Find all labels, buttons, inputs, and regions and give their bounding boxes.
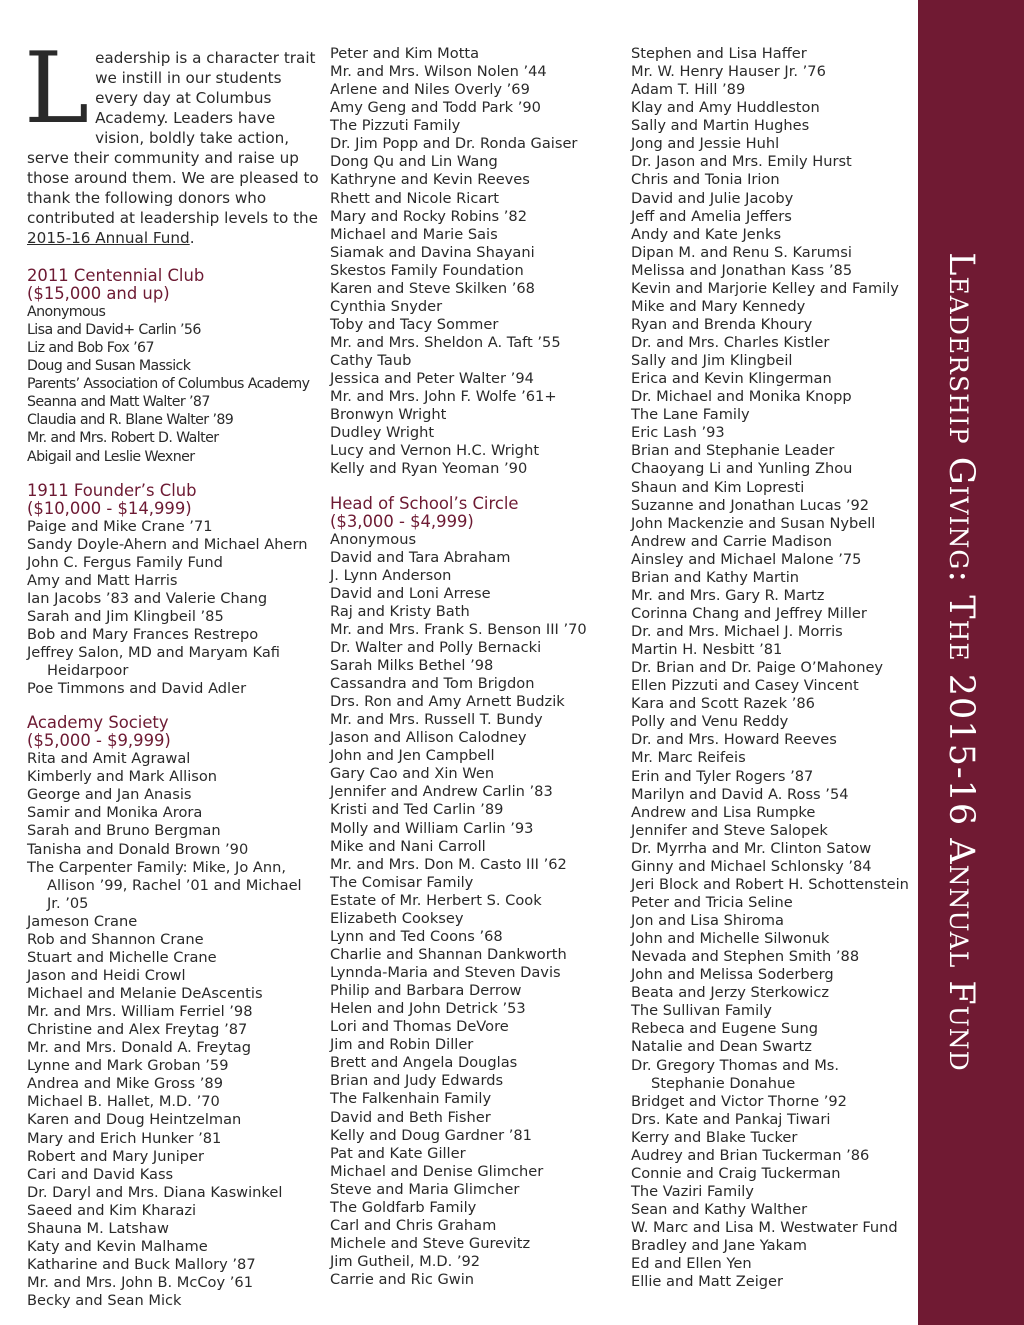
donor-name: Michele and Steve Gurevitz	[330, 1234, 531, 1252]
donor-name: Anonymous	[27, 304, 106, 320]
level-academy-society	[27, 714, 319, 1310]
donor-name: Amy and Matt Harris	[27, 571, 178, 589]
donor-name: Andrew and Carrie Madison	[631, 532, 833, 550]
donor-name: Dr. Walter and Polly Bernacki	[330, 638, 542, 656]
donor-name: Brian and Stephanie Leader	[631, 442, 835, 460]
donor-name: Mr. and Mrs. John F. Wolfe ’61+	[330, 388, 557, 406]
donor-name: John and Michelle Silwonuk	[631, 930, 830, 948]
donor-name: Polly and Venu Reddy	[631, 713, 789, 731]
donor-name: Corinna Chang and Jeffrey Miller	[631, 604, 867, 622]
donor-name: Mr. and Mrs. Don M. Casto III ’62	[330, 855, 567, 873]
donor-name: Dr. Daryl and Mrs. Diana Kaswinkel	[27, 1183, 283, 1201]
donor-name: The Carpenter Family: Mike, Jo Ann, Allison ’99, Rachel ’01 and Michael Jr. ’05	[27, 858, 302, 912]
donor-name: Dr. and Mrs. Charles Kistler	[631, 334, 830, 351]
donor-name: Mr. and Mrs. Gary R. Martz	[631, 586, 825, 604]
donor-name: Dr. Gregory Thomas and Ms. Stephanie Donahue	[631, 1056, 840, 1092]
donor-name: John C. Fergus Family Fund	[27, 553, 223, 571]
donor-name: Christine and Alex Freytag ’87	[27, 1021, 248, 1039]
donor-name: David and Loni Arrese	[330, 584, 491, 602]
donor-name: Katharine and Buck Mallory ’87	[27, 1255, 256, 1273]
donor-name: Lori and Thomas DeVore	[330, 1018, 509, 1036]
donor-name: Kara and Scott Razek ’86	[631, 695, 815, 713]
intro-paragraph	[24, 32, 319, 248]
donor-name: Erin and Tyler Rogers ’87	[631, 767, 814, 785]
donor-name: Pat and Kate Giller	[330, 1144, 466, 1162]
donor-name: Steve and Maria Glimcher	[330, 1180, 520, 1198]
level-name: 2011 Centennial Club	[27, 266, 205, 285]
donor-name: Mr. and Mrs. Wilson Nolen ’44	[330, 63, 547, 81]
donor-name: Lynn and Ted Coons ’68	[330, 927, 503, 945]
donor-list	[631, 45, 916, 1291]
donor-name: J. Lynn Anderson	[330, 566, 452, 584]
donor-name: Skestos Family Foundation	[330, 261, 524, 279]
donor-name: Siamak and Davina Shayani	[330, 243, 535, 261]
donor-name: Stuart and Michelle Crane	[27, 948, 217, 966]
donor-name: Charlie and Shannan Dankworth	[330, 945, 567, 963]
donor-name: Michael and Denise Glimcher	[330, 1162, 544, 1180]
donor-name: Melissa and Jonathan Kass ’85	[631, 261, 853, 279]
donor-name: Robert and Mary Juniper	[27, 1147, 205, 1165]
donor-name: Philip and Barbara Derrow	[330, 982, 522, 1000]
donor-name: Martin H. Nesbitt ’81	[631, 641, 783, 659]
donor-name: Arlene and Niles Overly ’69	[330, 81, 530, 99]
donor-name: Carrie and Ric Gwin	[330, 1271, 475, 1289]
donor-list	[27, 750, 319, 1310]
donor-name: Paige and Mike Crane ’71	[27, 517, 213, 535]
donor-name: Suzanne and Jonathan Lucas ’92	[631, 496, 870, 514]
donor-name: Andy and Kate Jenks	[631, 225, 782, 243]
level-name: 1911 Founder’s Club	[27, 480, 197, 500]
donor-name: Jessica and Peter Walter ’94	[330, 370, 534, 388]
donor-name: Jon and Lisa Shiroma	[631, 912, 784, 929]
donor-name: Jeffrey Salon, MD and Maryam Kafi Heidarpoor	[27, 644, 280, 680]
donor-name: Seanna and Matt Walter ’87	[27, 394, 210, 411]
donor-name: Sally and Martin Hughes	[631, 117, 810, 135]
donor-name: Carl and Chris Graham	[330, 1216, 497, 1234]
donor-name: Shauna M. Latshaw	[27, 1219, 169, 1237]
donor-name: The Lane Family	[631, 406, 750, 424]
donor-name: Dr. Myrrha and Mr. Clinton Satow	[631, 839, 872, 857]
level-heading	[27, 714, 319, 750]
donor-name: Kimberly and Mark Allison	[27, 768, 218, 786]
donor-name: Mary and Rocky Robins ’82	[330, 207, 527, 225]
donor-name: Karen and Doug Heintzelman	[27, 1111, 242, 1129]
donor-name: Eric Lash ’93	[631, 424, 725, 442]
donor-name: Rob and Shannon Crane	[27, 930, 204, 948]
donor-name: Jim Gutheil, M.D. ’92	[330, 1253, 481, 1270]
donor-name: David and Tara Abraham	[330, 548, 511, 566]
donor-list	[27, 303, 319, 466]
donor-name: David and Beth Fisher	[330, 1108, 491, 1126]
donor-list	[27, 518, 319, 699]
donor-name: Jameson Crane	[27, 912, 138, 930]
donor-name: Kerry and Blake Tucker	[631, 1128, 798, 1146]
donor-name: Rebeca and Eugene Sung	[631, 1020, 819, 1038]
donor-name: Lynne and Mark Groban ’59	[27, 1057, 229, 1075]
donor-name: Estate of Mr. Herbert S. Cook	[330, 891, 542, 909]
donor-name: Dr. Michael and Monika Knopp	[631, 388, 852, 406]
donor-name: The Falkenhain Family	[330, 1090, 492, 1108]
donor-list	[330, 45, 620, 479]
donor-name: Mr. and Mrs. Russell T. Bundy	[330, 711, 543, 729]
donor-name: Peter and Kim Motta	[330, 45, 480, 62]
donor-name: Chaoyang Li and Yunling Zhou	[631, 460, 853, 478]
donor-name: Cynthia Snyder	[330, 297, 443, 315]
donor-name: Saeed and Kim Kharazi	[27, 1201, 197, 1219]
donor-name: Ryan and Brenda Khoury	[631, 315, 813, 333]
donor-name: Jennifer and Andrew Carlin ’83	[330, 783, 553, 801]
level-heading	[330, 495, 620, 531]
intro-end: .	[189, 229, 195, 247]
donor-name: Ian Jacobs ’83 and Valerie Chang	[27, 589, 268, 607]
donor-name: Jeri Block and Robert H. Schottenstein	[631, 875, 909, 893]
donor-name: Mr. and Mrs. William Ferriel ’98	[27, 1003, 253, 1021]
annual-fund-link[interactable]: 2015-16 Annual Fund	[27, 229, 190, 247]
donor-name: Mr. and Mrs. Frank S. Benson III ’70	[330, 620, 587, 638]
donor-name: Ellie and Matt Zeiger	[631, 1273, 783, 1291]
donor-name: Ainsley and Michael Malone ’75	[631, 550, 862, 568]
donor-name: Amy Geng and Todd Park ’90	[330, 99, 541, 117]
donor-name: Rhett and Nicole Ricart	[330, 189, 500, 207]
donor-name: Stephen and Lisa Haffer	[631, 45, 807, 62]
donor-name: Michael and Melanie DeAscentis	[27, 985, 263, 1002]
donor-name: Katy and Kevin Malhame	[27, 1237, 208, 1255]
donor-name: Ginny and Michael Schlonsky ’84	[631, 857, 872, 875]
donor-name: Mr. W. Henry Hauser Jr. ’76	[631, 63, 826, 81]
donor-name: Cari and David Kass	[27, 1165, 174, 1183]
level-name: Academy Society	[27, 713, 169, 733]
donor-name: Brian and Kathy Martin	[631, 568, 800, 586]
donor-list	[330, 531, 620, 1290]
donor-name: Parents’ Association of Columbus Academy	[27, 376, 310, 393]
donor-name: Sean and Kathy Walther	[631, 1201, 808, 1218]
donor-name: Bronwyn Wright	[330, 406, 447, 424]
donor-name: Dr. Jim Popp and Dr. Ronda Gaiser	[330, 135, 578, 153]
donor-name: Andrew and Lisa Rumpke	[631, 803, 816, 821]
column-3	[631, 45, 916, 1291]
donor-name: Liz and Bob Fox ’67	[27, 340, 154, 357]
donor-name: Drs. Ron and Amy Arnett Budzik	[330, 693, 565, 711]
donor-name: Michael B. Hallet, M.D. ’70	[27, 1093, 220, 1111]
donor-name: Karen and Steve Skilken ’68	[330, 279, 535, 297]
donor-name: Erica and Kevin Klingerman	[631, 370, 832, 388]
level-range: ($10,000 - $14,999)	[27, 498, 192, 518]
donor-name: Bob and Mary Frances Restrepo	[27, 625, 259, 643]
donor-name: Tanisha and Donald Brown ’90	[27, 840, 249, 858]
donor-name: Dr. and Mrs. Howard Reeves	[631, 731, 837, 749]
donor-name: Bradley and Jane Yakam	[631, 1237, 807, 1255]
donor-name: Mr. and Mrs. Sheldon A. Taft ’55	[330, 334, 561, 351]
donor-name: Beata and Jerzy Sterkowicz	[631, 984, 830, 1002]
donor-name: Chris and Tonia Irion	[631, 171, 780, 189]
donor-name: Lucy and Vernon H.C. Wright	[330, 442, 540, 460]
donor-name: The Pizzuti Family	[330, 117, 461, 135]
donor-name: Kristi and Ted Carlin ’89	[330, 801, 504, 819]
donor-name: Sarah and Bruno Bergman	[27, 822, 221, 840]
donor-name: Marilyn and David A. Ross ’54	[631, 785, 849, 803]
donor-name: Mary and Erich Hunker ’81	[27, 1129, 222, 1147]
donor-name: Mr. and Mrs. John B. McCoy ’61	[27, 1274, 253, 1291]
level-heading	[27, 267, 319, 303]
donor-name: Adam T. Hill ’89	[631, 81, 746, 99]
donor-name: Doug and Susan Massick	[27, 358, 191, 375]
donor-name: Cathy Taub	[330, 352, 412, 370]
donor-name: Gary Cao and Xin Wen	[330, 765, 495, 783]
level-range: ($3,000 - $4,999)	[330, 511, 474, 531]
donor-name: David and Julie Jacoby	[631, 189, 794, 207]
donor-name: Lisa and David+ Carlin ’56	[27, 322, 201, 339]
donor-name: Kathryne and Kevin Reeves	[330, 171, 530, 189]
donor-name: Andrea and Mike Gross ’89	[27, 1075, 223, 1093]
donor-name: Dudley Wright	[330, 424, 435, 442]
level-heading	[27, 482, 319, 518]
donor-name: Sally and Jim Klingbeil	[631, 352, 793, 370]
donor-name: Poe Timmons and David Adler	[27, 680, 247, 698]
donor-name: Anonymous	[330, 530, 417, 548]
donor-name: Brett and Angela Douglas	[330, 1054, 518, 1072]
donor-name: Kevin and Marjorie Kelley and Family	[631, 279, 899, 297]
donor-name: John Mackenzie and Susan Nybell	[631, 514, 876, 532]
donor-name: Kelly and Doug Gardner ’81	[330, 1126, 532, 1144]
donor-name: Dr. Brian and Dr. Paige O’Mahoney	[631, 659, 884, 677]
donor-name: Claudia and R. Blane Walter ’89	[27, 412, 234, 429]
donor-name: Audrey and Brian Tuckerman ’86	[631, 1146, 870, 1164]
donor-name: Mr. and Mrs. Donald A. Freytag	[27, 1039, 251, 1057]
donor-name: John and Melissa Soderberg	[631, 966, 834, 984]
intro-text: eadership is a character trait we instill in our students every day at Columbus Academy. Leaders have vision, boldly take action, serve their community and raise up those around them. We are pleased to thank the following donors who contributed at leadership levels to the	[27, 49, 319, 227]
donor-name: Lynnda-Maria and Steven Davis	[330, 964, 561, 981]
donor-name: Helen and John Detrick ’53	[330, 1000, 526, 1018]
donor-name: John and Jen Campbell	[330, 747, 495, 765]
donor-name: Elizabeth Cooksey	[330, 909, 464, 927]
donor-name: Jason and Allison Calodney	[330, 729, 527, 747]
donor-name: Mike and Mary Kennedy	[631, 297, 806, 315]
donor-name: Connie and Craig Tuckerman	[631, 1164, 841, 1182]
donor-name: Jong and Jessie Huhl	[631, 135, 780, 153]
donor-name: Dr. and Mrs. Michael J. Morris	[631, 623, 843, 640]
donor-name: Ed and Ellen Yen	[631, 1255, 752, 1273]
donor-name: Sarah Milks Bethel ’98	[330, 656, 494, 674]
donor-name: Michael and Marie Sais	[330, 225, 498, 243]
donor-name: Klay and Amy Huddleston	[631, 99, 820, 117]
donor-name: Peter and Tricia Seline	[631, 893, 793, 911]
donor-name: Ellen Pizzuti and Casey Vincent	[631, 677, 859, 695]
donor-name: Mr. Marc Reifeis	[631, 749, 746, 767]
donor-name: Jennifer and Steve Salopek	[631, 821, 828, 839]
donor-name: Nevada and Stephen Smith ’88	[631, 948, 860, 966]
donor-name: Drs. Kate and Pankaj Tiwari	[631, 1110, 831, 1128]
donor-name: Natalie and Dean Swartz	[631, 1038, 812, 1056]
donor-name: Dr. Jason and Mrs. Emily Hurst	[631, 153, 852, 171]
donor-name: Dipan M. and Renu S. Karumsi	[631, 243, 852, 261]
donor-name: Abigail and Leslie Wexner	[27, 448, 195, 465]
donor-name: Jim and Robin Diller	[330, 1036, 474, 1054]
donor-name: Dong Qu and Lin Wang	[330, 153, 498, 171]
column-1	[24, 32, 319, 1310]
level-founders-club	[27, 482, 319, 699]
donor-name: Raj and Kristy Bath	[330, 602, 470, 620]
donor-name: Toby and Tacy Sommer	[330, 315, 499, 333]
donor-name: Molly and William Carlin ’93	[330, 819, 534, 837]
level-centennial-club	[27, 267, 319, 466]
donor-name: Sandy Doyle-Ahern and Michael Ahern	[27, 535, 308, 553]
column-2	[330, 45, 620, 1289]
sidebar-title: Leadership Giving: The 2015-16 Annual Fund	[941, 252, 981, 1072]
donor-name: W. Marc and Lisa M. Westwater Fund	[631, 1219, 898, 1237]
level-name: Head of School’s Circle	[330, 493, 519, 513]
level-head-of-schools-circle	[330, 495, 620, 1290]
level-range: ($15,000 and up)	[27, 284, 170, 303]
donor-name: George and Jan Anasis	[27, 786, 192, 804]
donor-name: Rita and Amit Agrawal	[27, 750, 191, 768]
donor-name: Samir and Monika Arora	[27, 804, 203, 822]
donor-name: Shaun and Kim Lopresti	[631, 478, 805, 496]
donor-name: Mr. and Mrs. Robert D. Walter	[27, 430, 219, 447]
drop-cap: L	[24, 32, 90, 146]
donor-name: The Sullivan Family	[631, 1002, 772, 1020]
donor-name: Jeff and Amelia Jeffers	[631, 207, 792, 225]
donor-name: Sarah and Jim Klingbeil ’85	[27, 607, 224, 625]
donor-name: Becky and Sean Mick	[27, 1292, 182, 1310]
donor-name: Jason and Heidi Crowl	[27, 966, 186, 984]
donor-name: Mike and Nani Carroll	[330, 837, 486, 855]
donor-name: The Goldfarb Family	[330, 1198, 477, 1216]
donor-name: Kelly and Ryan Yeoman ’90	[330, 460, 528, 478]
donor-name: Bridget and Victor Thorne ’92	[631, 1092, 847, 1110]
donor-name: Brian and Judy Edwards	[330, 1072, 504, 1090]
donor-name: Cassandra and Tom Brigdon	[330, 675, 535, 692]
donor-name: The Vaziri Family	[631, 1182, 754, 1200]
level-range: ($5,000 - $9,999)	[27, 731, 171, 751]
donor-name: The Comisar Family	[330, 873, 474, 891]
